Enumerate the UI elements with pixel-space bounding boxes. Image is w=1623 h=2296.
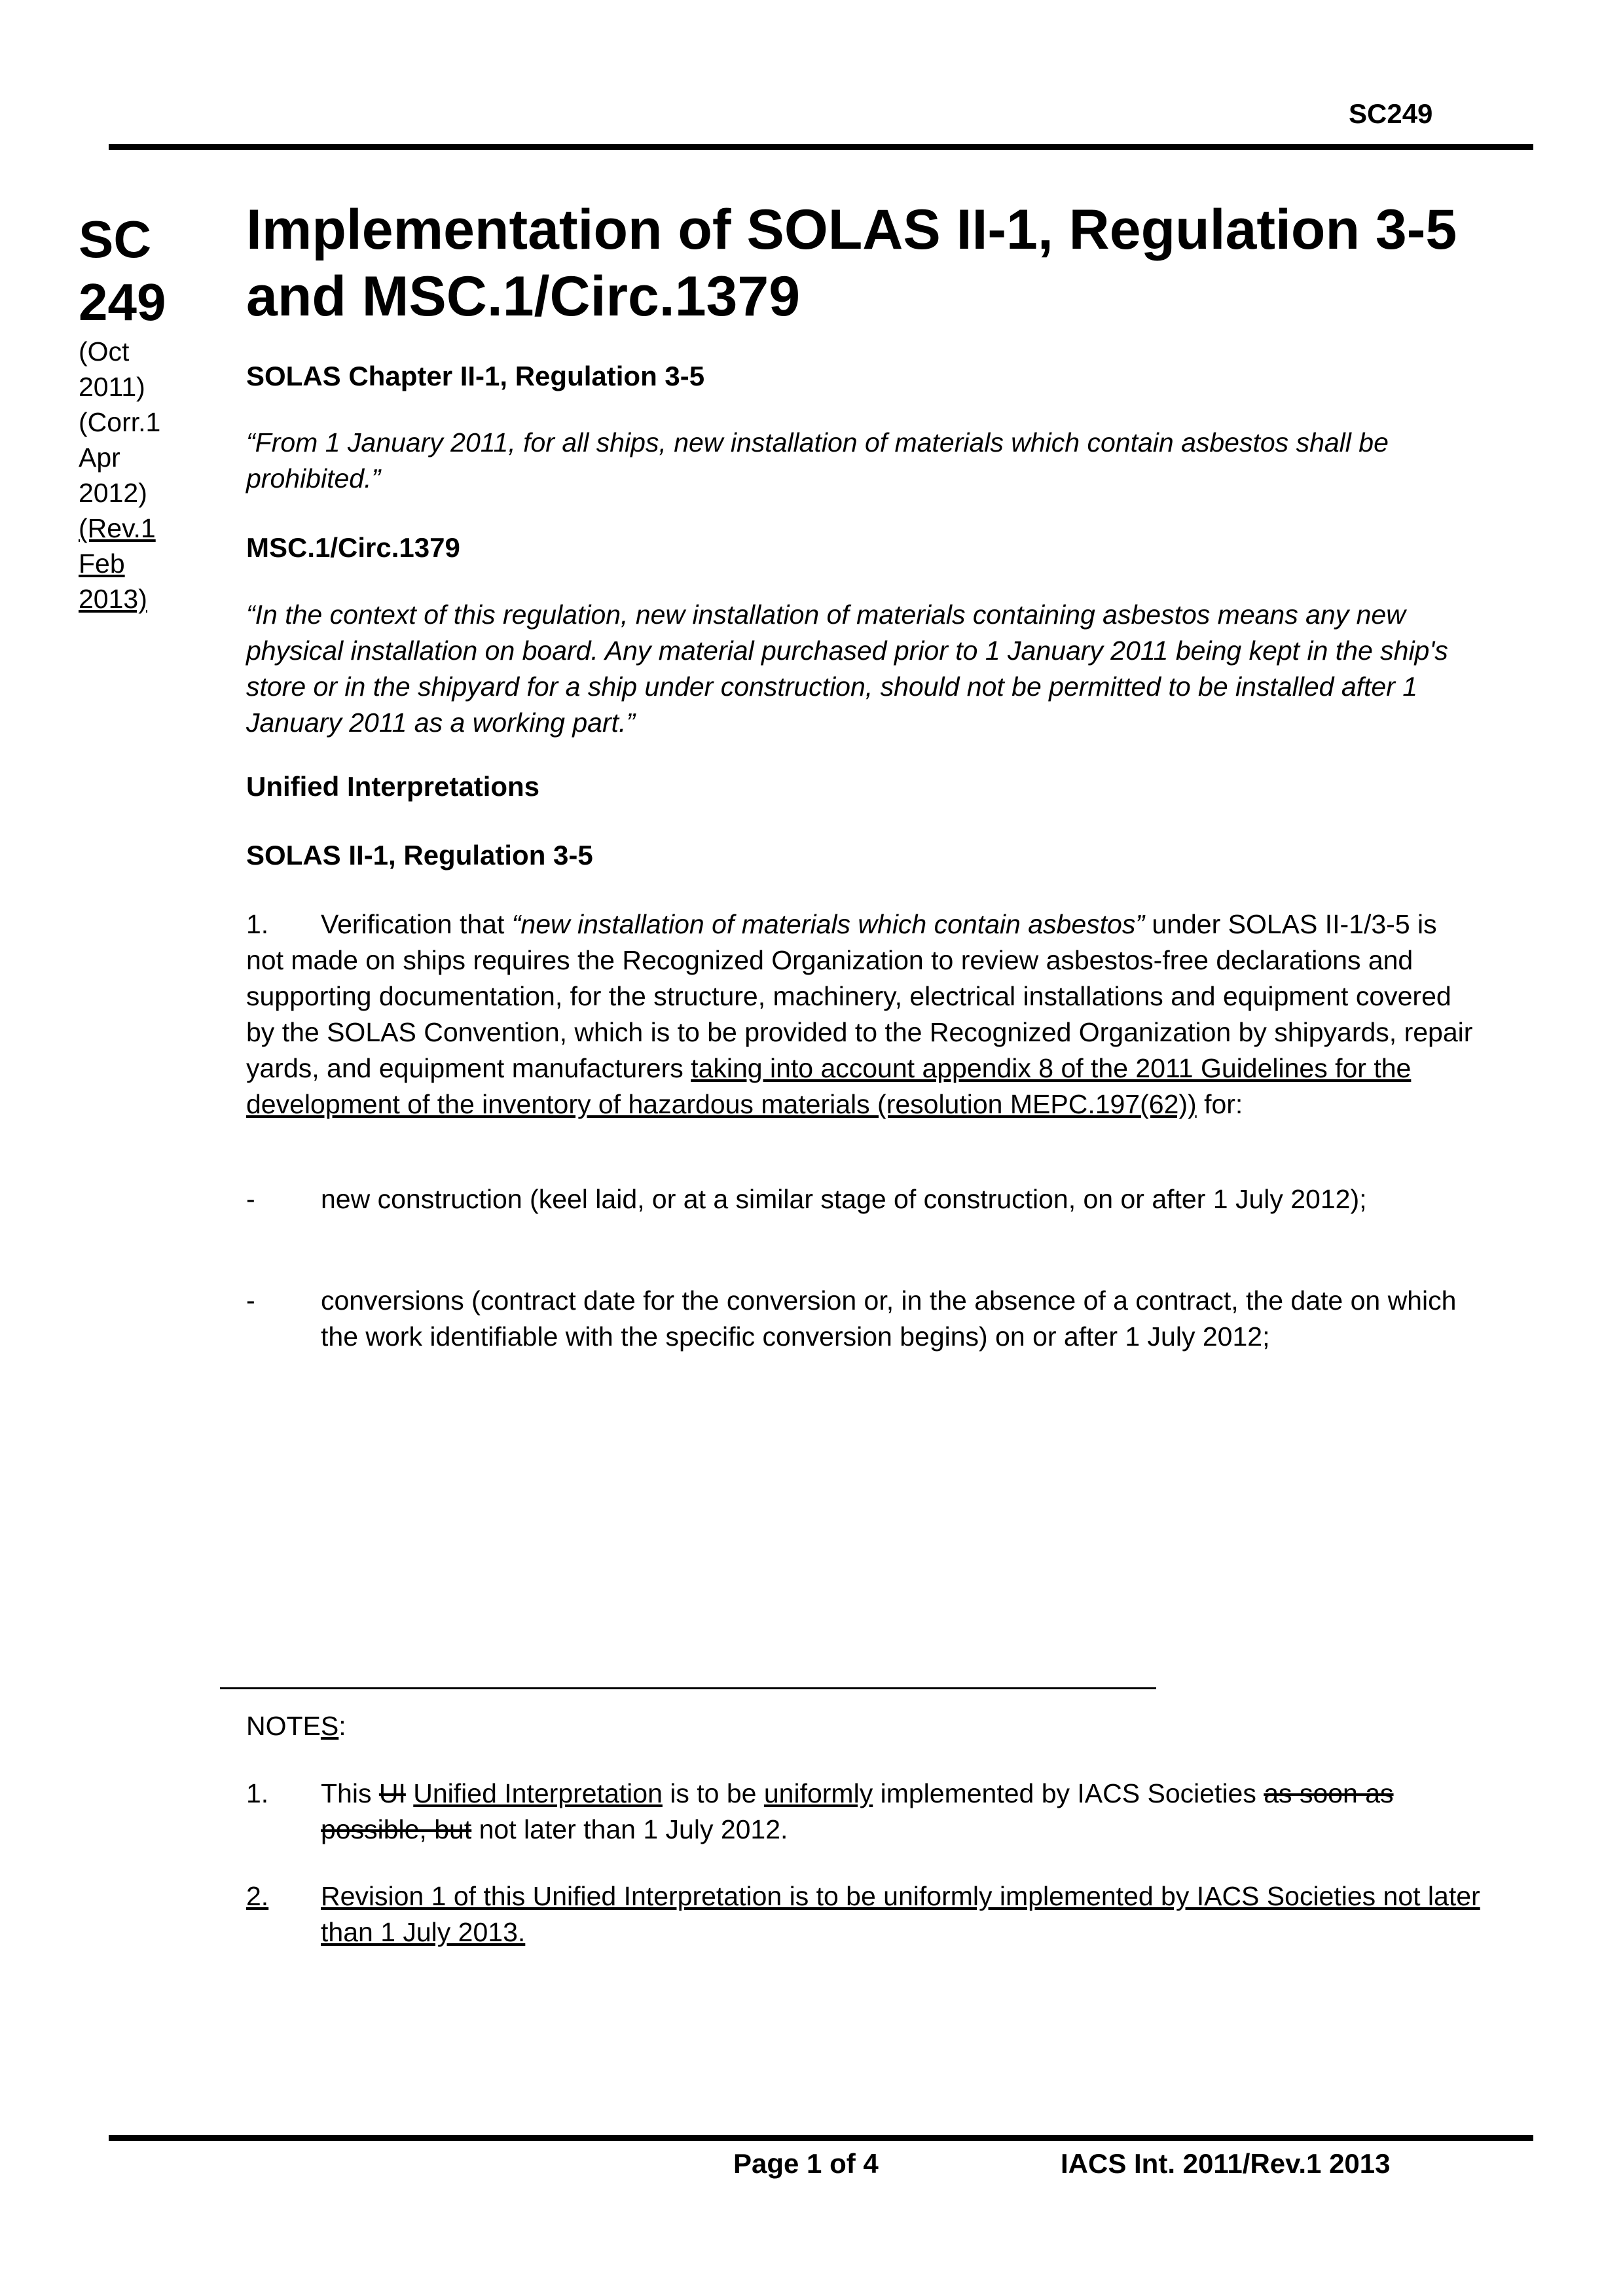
note-number: 1. bbox=[246, 1778, 269, 1808]
section-heading-solas: SOLAS Chapter II-1, Regulation 3-5 bbox=[246, 361, 705, 391]
note-2-text: Revision 1 of this Unified Interpretation is to be uniformly implemented by IACS Societies not later than 1 July 2013. bbox=[321, 1881, 1480, 1947]
item-1-text-c: for: bbox=[1196, 1089, 1243, 1119]
bullet-marker: - bbox=[246, 1184, 255, 1214]
header-code: SC249 bbox=[1349, 98, 1433, 129]
margin-column bbox=[79, 208, 196, 617]
notes-label-c: : bbox=[338, 1711, 346, 1741]
margin-history-line: (Corr.1 bbox=[79, 407, 161, 437]
note-1-struck-1: UI bbox=[378, 1778, 406, 1808]
note-1-struck-2: as soon as possible, but bbox=[321, 1778, 1394, 1844]
margin-revision-line: (Rev.1 bbox=[79, 513, 156, 543]
section-heading-msc: MSC.1/Circ.1379 bbox=[246, 532, 460, 563]
note-1-text-e: not later than 1 July 2012. bbox=[471, 1814, 788, 1844]
unified-subheading: SOLAS II-1, Regulation 3-5 bbox=[246, 840, 593, 870]
item-1-text-a: Verification that bbox=[321, 909, 512, 939]
notes-label bbox=[246, 1708, 1477, 1744]
note-1-text bbox=[321, 1776, 1486, 1848]
bullet-text: new construction (keel laid, or at a similar stage of construction, on or after 1 July 2012); bbox=[321, 1184, 1367, 1214]
msc-quote: “In the context of this regulation, new installation of materials containing asbestos means any new physical installation on board. Any material purchased prior to 1 January 2011 being kept in the ship's store or in the shipyard for a ship under construction, should not be permitted to be installed after 1 January 2011 as a working part.” bbox=[246, 600, 1448, 738]
margin-history-line: 2012) bbox=[79, 478, 147, 508]
margin-history-line: 2011) bbox=[79, 372, 145, 402]
item-1-text bbox=[246, 906, 1477, 1122]
footer-rule bbox=[109, 2135, 1533, 2141]
bullet-marker: - bbox=[246, 1285, 255, 1316]
note-1-underlined-1: Unified Interpretation bbox=[413, 1778, 663, 1808]
margin-revision-line: Feb bbox=[79, 548, 125, 579]
margin-code-line1: SC bbox=[79, 210, 152, 268]
footer-page-number: Page 1 of 4 bbox=[733, 2148, 879, 2179]
note-1-text-a: This bbox=[321, 1778, 379, 1808]
margin-code-line2: 249 bbox=[79, 273, 166, 331]
margin-history-line: Apr bbox=[79, 442, 120, 473]
footer-reference: IACS Int. 2011/Rev.1 2013 bbox=[1061, 2148, 1391, 2179]
solas-quote: “From 1 January 2011, for all ships, new installation of materials which contain asbestos shall be prohibited.” bbox=[246, 427, 1389, 493]
header-rule bbox=[109, 144, 1533, 150]
notes-label-b: S bbox=[320, 1711, 339, 1741]
note-1-text-b bbox=[406, 1778, 413, 1808]
title-line2: and MSC.1/Circ.1379 bbox=[246, 265, 801, 328]
item-number: 1. bbox=[246, 909, 269, 939]
note-number: 2. bbox=[246, 1881, 269, 1911]
margin-revision-line: 2013) bbox=[79, 584, 147, 614]
notes-label-a: NOTE bbox=[246, 1711, 321, 1741]
document-title bbox=[246, 196, 1529, 330]
note-1-text-c: is to be bbox=[662, 1778, 764, 1808]
unified-heading: Unified Interpretations bbox=[246, 771, 540, 802]
note-1-text-d: implemented by IACS Societies bbox=[873, 1778, 1264, 1808]
title-line1: Implementation of SOLAS II-1, Regulation 3-5 bbox=[246, 198, 1457, 261]
margin-history-line: (Oct bbox=[79, 336, 130, 367]
item-1-text-amendment: taking into account appendix 8 of the 2011 Guidelines for the development of the inventory of hazardous materials (resolution MEPC.197(62)) bbox=[246, 1053, 1412, 1119]
note-1-underlined-2: uniformly bbox=[763, 1778, 873, 1808]
notes-rule bbox=[220, 1687, 1156, 1689]
bullet-text: conversions (contract date for the conversion or, in the absence of a contract, the date on which the work identifiable with the specific conversion begins) on or after 1 July 2012; bbox=[321, 1285, 1457, 1352]
item-1-text-italic: “new installation of materials which contain asbestos” bbox=[511, 909, 1144, 939]
item-1-text-b: under SOLAS II-1/3-5 is not made on ships requires the Recognized Organization to review asbestos-free declarations and supporting documentation, for the structure, machinery, electrical installations and equipment covered by the SOLAS Convention, which is to be provided to the Recognized Organization by shipyards, repair yards, and equipment manufacturers bbox=[246, 909, 1473, 1083]
